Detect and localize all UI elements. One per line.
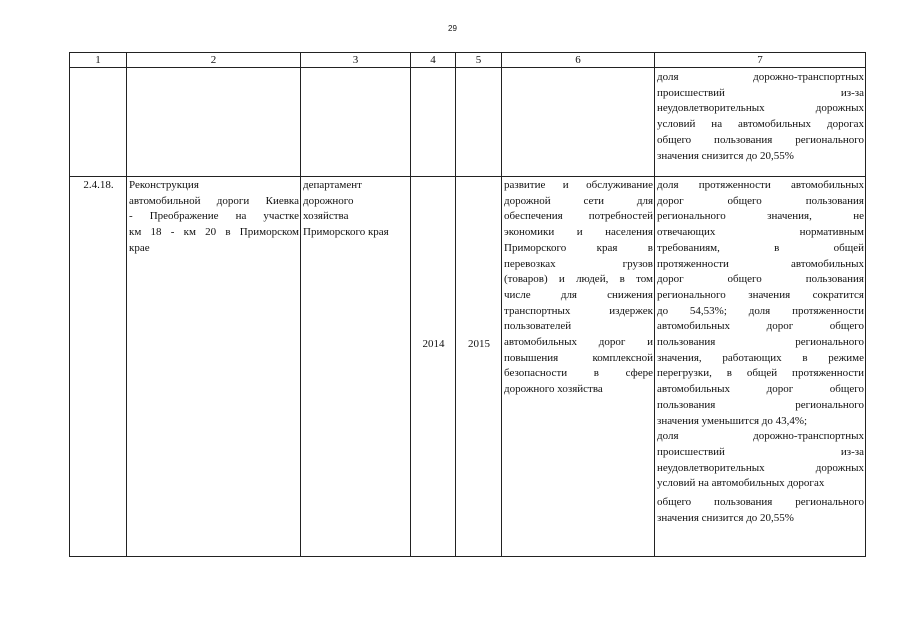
result-line: происшествий из-за	[657, 445, 864, 458]
cont-result-line: условий на автомобильных дорогах	[657, 118, 864, 131]
goal-line: пользователей	[504, 320, 572, 333]
cont-result-line: доля дорожно-транспортных	[657, 71, 864, 83]
result-line: пользования регионального	[657, 336, 864, 349]
goal-line: повышения комплексной	[504, 351, 653, 364]
executor-line: Приморского края	[303, 226, 389, 239]
cont-result-line: неудовлетворительных дорожных	[657, 102, 864, 115]
row-2-4-18	[70, 177, 866, 557]
result-line: дорог общего пользования	[657, 194, 864, 207]
cont-cell-5	[456, 68, 502, 177]
goal-line: обеспечения потребностей	[504, 210, 653, 223]
result-tail-line: значения снизится до 20,55%	[657, 511, 794, 524]
executor-line: департамент	[303, 179, 362, 191]
cont-cell-3	[301, 68, 411, 177]
goal-line: экономики и населения	[504, 226, 653, 239]
result-line: автомобильных дорог общего	[657, 320, 864, 333]
object-name-line: км 18 - км 20 в Приморском	[129, 226, 299, 239]
goal-line: дорожной сети для	[504, 194, 653, 207]
object-name-cell	[127, 177, 301, 557]
cont-cell-4	[411, 68, 456, 177]
result-line: дорог общего пользования	[657, 273, 864, 286]
start-year: 2014	[411, 177, 456, 557]
goal-line: перевозках грузов	[504, 257, 653, 270]
result-line: регионального значения сократится	[657, 288, 864, 301]
result-line: отвечающих нормативным	[657, 226, 864, 239]
header-col-3: 3	[301, 53, 411, 68]
result-line: до 54,53%; доля протяженности	[657, 304, 864, 317]
object-name-line: - Преображение на участке	[129, 210, 299, 223]
goal-line: числе для снижения	[504, 288, 653, 301]
goal-line: (товаров) и людей, в том	[504, 273, 653, 286]
cont-cell-2	[127, 68, 301, 177]
result-line: значения, работающих в режиме	[657, 351, 864, 364]
cont-result-line: общего пользования регионального	[657, 133, 864, 146]
header-col-7: 7	[655, 53, 866, 68]
goal-line: безопасности в сфере	[504, 367, 653, 380]
goal-cell	[502, 177, 655, 557]
program-table	[69, 52, 866, 557]
cont-result-line: происшествий из-за	[657, 86, 864, 99]
header-col-4: 4	[411, 53, 456, 68]
result-tail-line: общего пользования регионального	[657, 496, 864, 509]
header-row	[70, 53, 866, 68]
cont-cell-6	[502, 68, 655, 177]
executor-line: хозяйства	[303, 210, 349, 223]
result-line: автомобильных дорог общего	[657, 383, 864, 396]
result-line: значения уменьшится до 43,4%;	[657, 414, 808, 427]
result-line: пользования регионального	[657, 398, 864, 411]
cont-result-line: значения снизится до 20,55%	[657, 149, 794, 162]
result-line: протяженности автомобильных	[657, 257, 864, 270]
result-cell	[655, 177, 866, 557]
page-number: 29	[448, 24, 457, 33]
header-col-2: 2	[127, 53, 301, 68]
goal-line: автомобильных дорог и	[504, 336, 653, 349]
object-name-line: Реконструкция	[129, 179, 199, 191]
executor-cell	[301, 177, 411, 557]
continuation-row	[70, 68, 866, 177]
result-line: регионального значения, не	[657, 210, 864, 223]
cont-result-cell	[655, 68, 866, 177]
header-col-1: 1	[70, 53, 127, 68]
row-number: 2.4.18.	[70, 177, 127, 557]
result-line: условий на автомобильных дорогах	[657, 477, 825, 490]
goal-line: развитие и обслуживание	[504, 179, 653, 191]
object-name-line: крае	[129, 241, 150, 254]
goal-line: Приморского края в	[504, 241, 653, 254]
result-line: неудовлетворительных дорожных	[657, 461, 864, 474]
result-line: доля протяженности автомобильных	[657, 179, 864, 191]
result-line: доля дорожно-транспортных	[657, 430, 864, 443]
goal-line: транспортных издержек	[504, 304, 653, 317]
header-col-6: 6	[502, 53, 655, 68]
cont-cell-1	[70, 68, 127, 177]
header-col-5: 5	[456, 53, 502, 68]
end-year: 2015	[456, 177, 502, 557]
goal-line: дорожного хозяйства	[504, 383, 603, 396]
executor-line: дорожного	[303, 194, 354, 207]
object-name-line: автомобильной дороги Киевка	[129, 194, 299, 207]
result-line: требованиям, в общей	[657, 241, 864, 254]
result-line: перегрузки, в общей протяженности	[657, 367, 864, 380]
